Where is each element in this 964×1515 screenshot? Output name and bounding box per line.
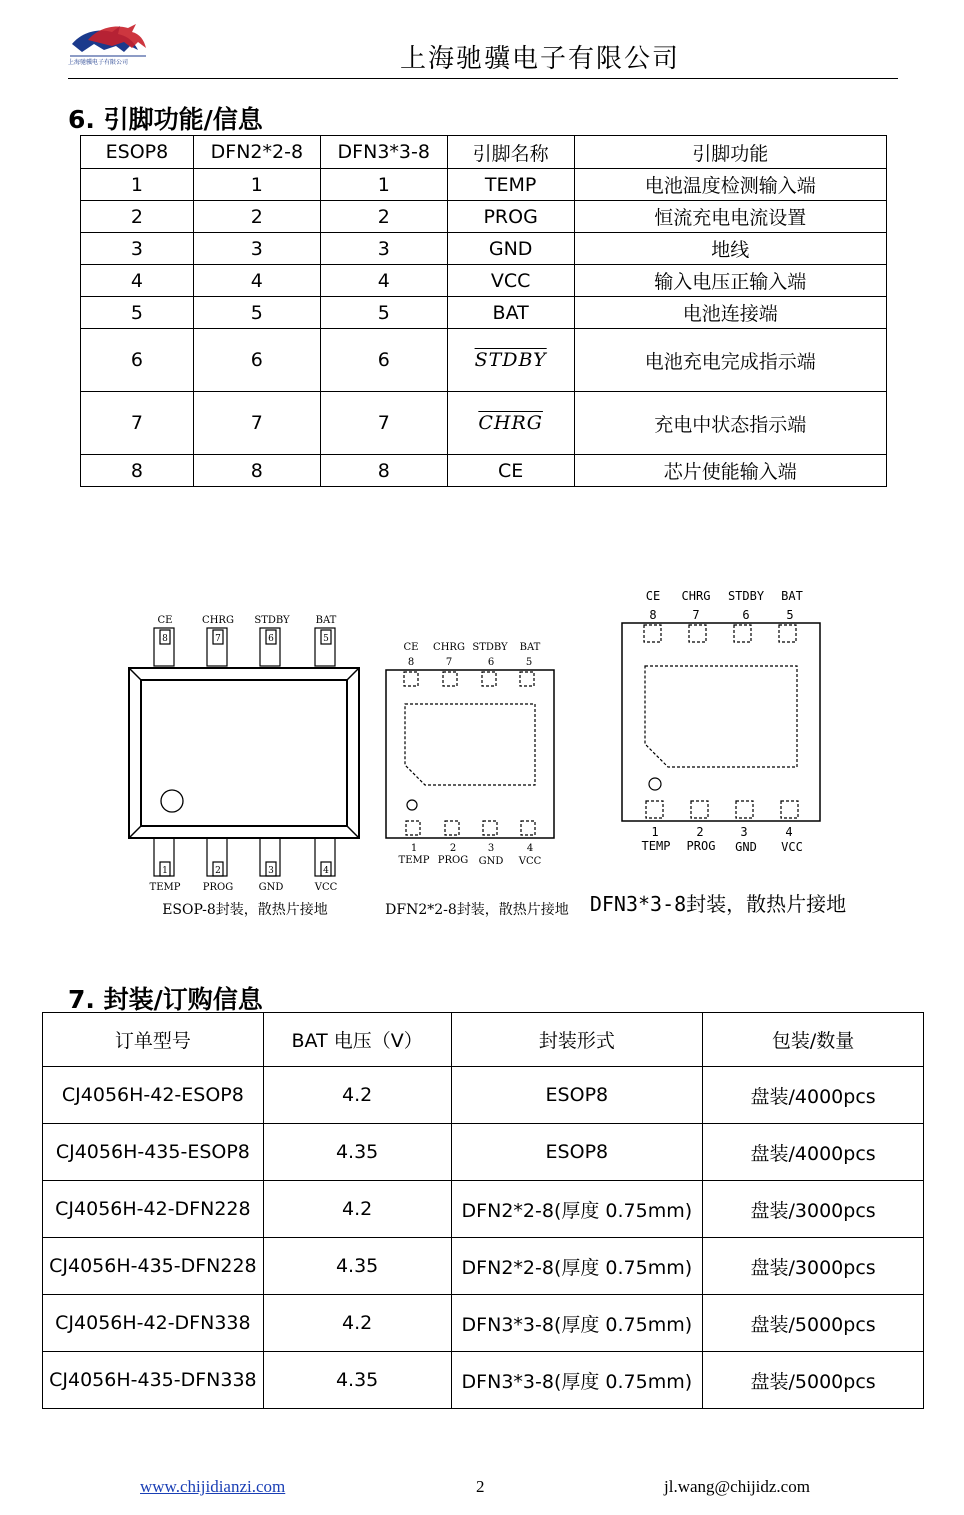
pin-label: BAT	[315, 615, 337, 626]
pin-number: 4	[785, 825, 793, 839]
cell: 恒流充电电流设置	[574, 201, 886, 233]
table-row	[81, 455, 887, 487]
cell: 4.35	[263, 1124, 451, 1181]
cell: 5	[193, 297, 320, 329]
cell: 7	[81, 392, 194, 455]
logo-text: 上海驰骥电子有限公司	[68, 59, 129, 66]
header-divider	[68, 78, 898, 79]
cell: DFN2*2-8(厚度 0.75mm)	[451, 1181, 703, 1238]
cell: 4.35	[263, 1352, 451, 1409]
pin-label: VCC	[314, 882, 338, 893]
cell: 盘装/4000pcs	[703, 1067, 924, 1124]
table-row	[81, 201, 887, 233]
pin-label: CHRG	[202, 615, 234, 626]
cell: 8	[320, 455, 447, 487]
pin-label: CE	[157, 615, 173, 626]
cell: 1	[320, 169, 447, 201]
col-bat-voltage: BAT 电压（V）	[263, 1013, 451, 1067]
table-row	[81, 233, 887, 265]
esop8-diagram	[129, 615, 359, 918]
cell: 4.2	[263, 1067, 451, 1124]
pin-label: TEMP	[149, 882, 181, 893]
table-header-row	[43, 1013, 924, 1067]
pin-number: 2	[215, 866, 221, 876]
table-row	[43, 1067, 924, 1124]
cell	[447, 392, 574, 455]
cell: BAT	[447, 297, 574, 329]
pin-number: 4	[526, 843, 534, 854]
col-packing: 包装/数量	[703, 1013, 924, 1067]
pin-label: STDBY	[472, 642, 508, 653]
col-esop8: ESOP8	[81, 136, 194, 169]
cell: CJ4056H-435-ESOP8	[43, 1124, 264, 1181]
cell: ESOP8	[451, 1067, 703, 1124]
cell: 3	[320, 233, 447, 265]
cell: 电池连接端	[574, 297, 886, 329]
company-logo	[68, 22, 148, 66]
cell: PROG	[447, 201, 574, 233]
cell: CE	[447, 455, 574, 487]
cell: CJ4056H-435-DFN228	[43, 1238, 264, 1295]
website-link[interactable]: www.chijidianzi.com	[140, 1477, 286, 1496]
pin-label: VCC	[781, 840, 803, 854]
page-number: 2	[476, 1477, 485, 1496]
cell: DFN3*3-8(厚度 0.75mm)	[451, 1352, 703, 1409]
pin-number: 3	[268, 866, 274, 876]
cell: 电池充电完成指示端	[574, 329, 886, 392]
table-row	[81, 265, 887, 297]
cell: 4.2	[263, 1295, 451, 1352]
pin-label: PROG	[202, 882, 234, 893]
pin-number: 8	[649, 608, 657, 622]
pin-name-chrg: CHRG	[478, 412, 543, 434]
cell: 5	[320, 297, 447, 329]
cell: 4	[320, 265, 447, 297]
col-pin-function: 引脚功能	[574, 136, 886, 169]
cell: CJ4056H-42-DFN228	[43, 1181, 264, 1238]
cell: 6	[81, 329, 194, 392]
cell: 4.2	[263, 1181, 451, 1238]
cell: 盘装/3000pcs	[703, 1181, 924, 1238]
cell: CJ4056H-42-ESOP8	[43, 1067, 264, 1124]
table-row	[81, 392, 887, 455]
cell: 3	[193, 233, 320, 265]
cell: 7	[320, 392, 447, 455]
col-pin-name: 引脚名称	[447, 136, 574, 169]
cell: 8	[193, 455, 320, 487]
pin-label: STDBY	[727, 589, 765, 603]
pin-number: 2	[449, 843, 457, 854]
cell: 4	[81, 265, 194, 297]
cell: 电池温度检测输入端	[574, 169, 886, 201]
pin-label: TEMP	[641, 839, 671, 853]
pin-function-table	[80, 135, 887, 487]
pin-number: 5	[786, 608, 794, 622]
section-6-title: 6. 引脚功能/信息	[68, 105, 263, 134]
pin-label: GND	[478, 856, 504, 867]
company-name: 上海驰骥电子有限公司	[399, 44, 680, 74]
cell: 盘装/5000pcs	[703, 1295, 924, 1352]
cell: 芯片使能输入端	[574, 455, 886, 487]
pin-label: GND	[258, 882, 284, 893]
pin-number: 1	[651, 825, 659, 839]
cell: 充电中状态指示端	[574, 392, 886, 455]
table-row	[43, 1295, 924, 1352]
cell: CJ4056H-435-DFN338	[43, 1352, 264, 1409]
order-info-table	[42, 1012, 924, 1409]
contact-email: jl.wang@chijidz.com	[664, 1477, 810, 1496]
pin-label: BAT	[519, 642, 541, 653]
pin-label: PROG	[437, 855, 469, 866]
pin-number: 2	[696, 825, 704, 839]
cell: 盘装/3000pcs	[703, 1238, 924, 1295]
pin-number: 1	[410, 843, 418, 854]
pin-number: 6	[487, 657, 495, 668]
table-row	[81, 329, 887, 392]
pin-number: 6	[742, 608, 750, 622]
dfn33-caption: DFN3*3-8封装，散热片接地	[589, 892, 847, 916]
esop8-caption: ESOP-8封装，散热片接地	[162, 902, 328, 918]
cell: GND	[447, 233, 574, 265]
pin-number: 8	[162, 634, 168, 644]
cell: 2	[81, 201, 194, 233]
pin-label: TEMP	[398, 855, 430, 866]
section-7-title: 7. 封装/订购信息	[68, 985, 263, 1014]
pin-label: CE	[645, 589, 661, 603]
cell: 2	[193, 201, 320, 233]
pin-label: CE	[403, 642, 419, 653]
table-row	[81, 297, 887, 329]
cell: 1	[81, 169, 194, 201]
cell: 5	[81, 297, 194, 329]
pin-number: 7	[692, 608, 700, 622]
pin-number: 5	[323, 634, 329, 644]
dfn22-diagram	[385, 642, 569, 918]
col-package: 封装形式	[451, 1013, 703, 1067]
pin-name-stdby: STDBY	[474, 349, 547, 371]
cell: 地线	[574, 233, 886, 265]
cell: 1	[193, 169, 320, 201]
pin-number: 7	[445, 657, 453, 668]
pin-label: CHRG	[433, 642, 465, 653]
table-row	[43, 1181, 924, 1238]
table-row	[81, 169, 887, 201]
pin-number: 3	[487, 843, 495, 854]
cell: 6	[320, 329, 447, 392]
pin-label: CHRG	[681, 589, 711, 603]
cell: 2	[320, 201, 447, 233]
pin-number: 6	[268, 634, 274, 644]
cell: ESOP8	[451, 1124, 703, 1181]
pin-number: 8	[407, 657, 415, 668]
cell: 盘装/4000pcs	[703, 1124, 924, 1181]
cell	[447, 329, 574, 392]
cell: CJ4056H-42-DFN338	[43, 1295, 264, 1352]
cell: 4	[193, 265, 320, 297]
pin-label: STDBY	[254, 615, 290, 626]
pin-number: 1	[162, 866, 168, 876]
pin-label: BAT	[781, 589, 803, 603]
cell: 3	[81, 233, 194, 265]
cell: 盘装/5000pcs	[703, 1352, 924, 1409]
table-row	[43, 1238, 924, 1295]
dfn33-diagram	[590, 589, 846, 916]
cell: 4.35	[263, 1238, 451, 1295]
cell: VCC	[447, 265, 574, 297]
dfn22-caption: DFN2*2-8封装，散热片接地	[385, 902, 569, 918]
pin-number: 4	[323, 866, 329, 876]
pin-label: PROG	[686, 839, 716, 853]
cell: DFN2*2-8(厚度 0.75mm)	[451, 1238, 703, 1295]
cell: 8	[81, 455, 194, 487]
table-row	[43, 1352, 924, 1409]
pin-number: 7	[215, 634, 221, 644]
table-header-row	[81, 136, 887, 169]
col-dfn33: DFN3*3-8	[320, 136, 447, 169]
package-diagrams	[0, 580, 964, 930]
pin-label: VCC	[518, 856, 542, 867]
pin-number: 5	[525, 657, 533, 668]
col-dfn22: DFN2*2-8	[193, 136, 320, 169]
cell: 输入电压正输入端	[574, 265, 886, 297]
cell: TEMP	[447, 169, 574, 201]
cell: 6	[193, 329, 320, 392]
pin-label: GND	[735, 840, 757, 854]
cell: 7	[193, 392, 320, 455]
col-order-model: 订单型号	[43, 1013, 264, 1067]
cell: DFN3*3-8(厚度 0.75mm)	[451, 1295, 703, 1352]
table-row	[43, 1124, 924, 1181]
pin-number: 3	[740, 825, 748, 839]
